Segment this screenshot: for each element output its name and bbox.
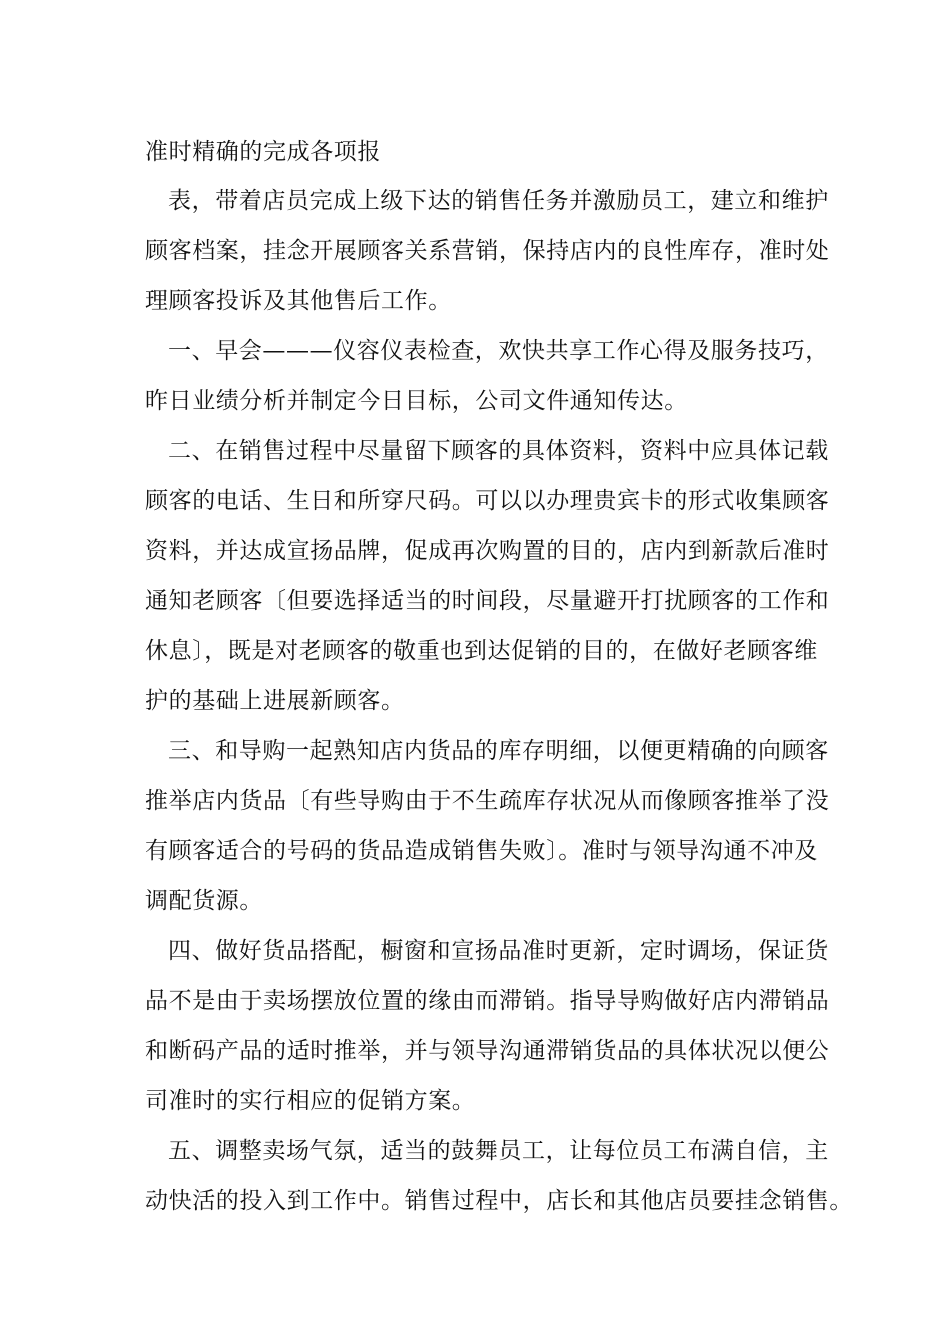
paragraph-start-line: 四、做好货品搭配，橱窗和宣扬品准时更新，定时调场，保证货 [168,938,829,964]
text-line: 和断码产品的适时推举，并与领导沟通滞销货品的具体状况以便公 [145,1038,830,1064]
text-line: 顾客的电话、生日和所穿尺码。可以以办理贵宾卡的形式收集顾客 [145,488,830,514]
text-line: 休息〕，既是对老顾客的敬重也到达促销的目的，在做好老顾客维 [145,638,818,664]
paragraph-start-line: 二、在销售过程中尽量留下顾客的具体资料，资料中应具体记载 [168,438,829,464]
text-line: 推举店内货品〔有些导购由于不生疏库存状况从而像顾客推举了没 [145,788,830,814]
text-line: 准时精确的完成各项报 [145,139,381,165]
paragraph-start-line: 三、和导购一起熟知店内货品的库存明细，以便更精确的向顾客 [168,738,829,764]
text-line: 理顾客投诉及其他售后工作。 [145,288,452,314]
text-line: 动快活的投入到工作中。销售过程中，店长和其他店员要挂念销售。 [145,1188,853,1214]
text-line: 品不是由于卖场摆放位置的缘由而滞销。指导导购做好店内滞销品 [145,988,830,1014]
paragraph-start-line: 表，带着店员完成上级下达的销售任务并激励员工，建立和维护 [168,188,829,214]
paragraph-start-line: 五、调整卖场气氛，适当的鼓舞员工，让每位员工布满自信，主 [168,1138,829,1164]
text-line: 有顾客适合的号码的货品造成销售失败〕。准时与领导沟通不冲及 [145,838,818,864]
text-line: 昨日业绩分析并制定今日目标，公司文件通知传达。 [145,388,688,414]
text-line: 司准时的实行相应的促销方案。 [145,1088,476,1114]
text-line: 顾客档案，挂念开展顾客关系营销，保持店内的良性库存，准时处 [145,238,830,264]
text-line: 调配货源。 [145,888,263,914]
paragraph-start-line: 一、早会———仪容仪表检查，欢快共享工作心得及服务技巧， [168,338,829,364]
text-line: 资料，并达成宣扬品牌，促成再次购置的目的，店内到新款后准时 [145,538,830,564]
text-line: 通知老顾客〔但要选择适当的时间段，尽量避开打扰顾客的工作和 [145,588,830,614]
text-line: 护的基础上进展新顾客。 [145,688,405,714]
